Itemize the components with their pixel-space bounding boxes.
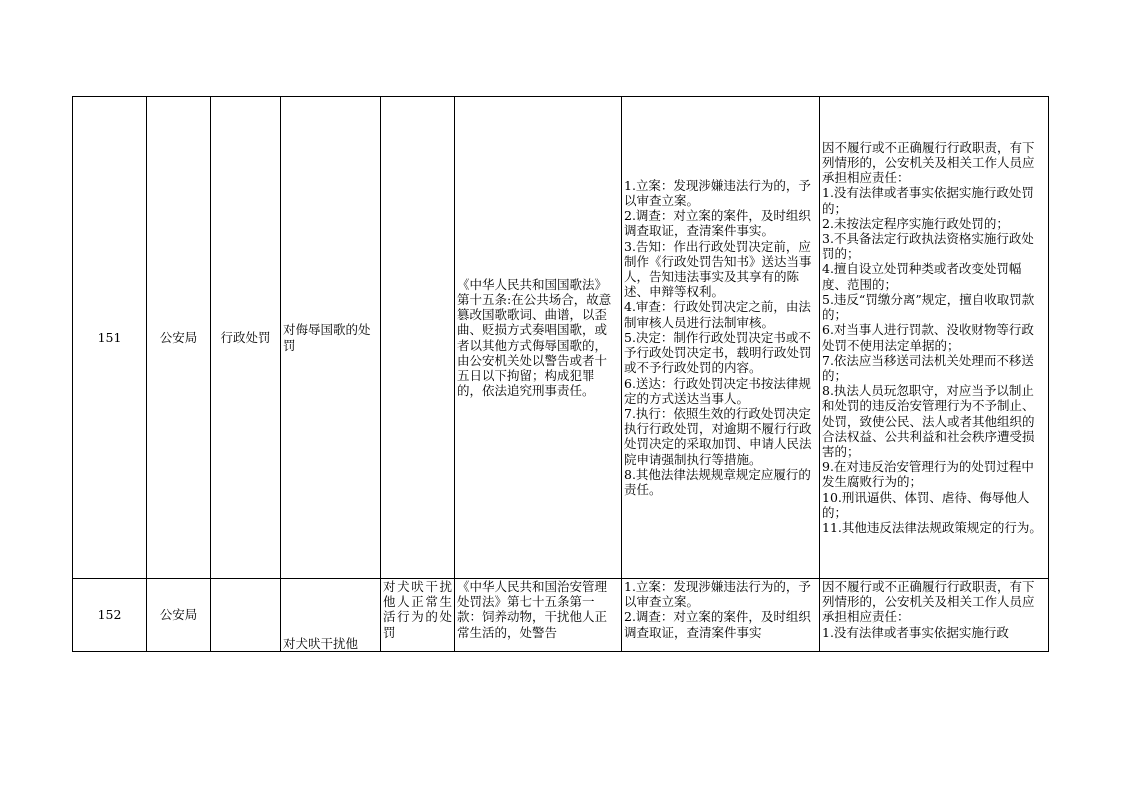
- legal-basis-cell: 《中华人民共和国国歌法》第十五条:在公共场合，故意篡改国歌歌词、曲谱，以歪曲、贬损方式奏唱国歌，或者以其他方式侮辱国歌的，由公安机关处以警告或者十五日以下拘留；构成犯罪的，依法追究刑事责任。: [455, 97, 622, 579]
- department-cell: 公安局: [147, 579, 211, 652]
- legal-basis-cell: 《中华人民共和国治安管理处罚法》第七十五条第一款：饲养动物，干扰他人正常生活的，处警告: [457, 579, 608, 640]
- department-cell: 公安局: [147, 97, 211, 579]
- responsibility-cell: 因不履行或不正确履行行政职责，有下列情形的，公安机关及相关工作人员应承担相应责任： 1.没有法律或者事实依据实施行政处罚的； 2.未按法定程序实施行政处罚的； 3.不具备法定行政执法资格实施行政处罚的； 4.擅自设立处罚种类或者改变处罚幅度、范围的； 5.违反“罚缴分离”规定，擅自收取罚款的； 6.对当事人进行罚款、没收财物等行政处罚不使用法定单据的； 7.依法应当移送司法机关处理而不移送的； 8.执法人员玩忽职守，对应当予以制止和处罚的违反治安管理行为不予制止、处罚，致使公民、法人或者其他组织的合法权益、公共利益和社会秩序遭受损害的； 9.在对违反治安管理行为的处罚过程中发生腐败行为的； 10.刑讯逼供、体罚、虐待、侮辱他人的； 11.其他违反法律法规政策规定的行为。: [820, 97, 1049, 579]
- sub-item-cell: [381, 97, 455, 579]
- power-type-cell: [211, 579, 281, 652]
- responsibility-cell: 因不履行或不正确履行行政职责，有下列情形的，公安机关及相关工作人员应承担相应责任： 1.没有法律或者事实依据实施行政: [822, 579, 1035, 640]
- power-type-cell: 行政处罚: [211, 97, 281, 579]
- table-row: [73, 579, 1049, 652]
- row-number-cell: 152: [73, 579, 147, 652]
- legal-basis-cell-wrapper: [455, 579, 622, 652]
- item-name-cell-wrapper: [281, 579, 381, 652]
- procedure-cell: 1.立案：发现涉嫌违法行为的，予以审查立案。 2.调查：对立案的案件，及时组织调查取证，查清案件事实。 3.告知：作出行政处罚决定前，应制作《行政处罚告知书》送达当事人，告知违法事实及其享有的陈述、申辩等权利。 4.审查：行政处罚决定之前，由法制审核人员进行法制审核。 5.决定：制作行政处罚决定书或不予行政处罚决定书，载明行政处罚或不予行政处罚的内容。 6.送达：行政处罚决定书按法律规定的方式送达当事人。 7.执行：依照生效的行政处罚决定执行行政处罚，对逾期不履行行政处罚决定的采取加罚、申请人民法院申请强制执行等措施。 8.其他法律法规规章规定应履行的责任。: [622, 97, 820, 579]
- procedure-cell-wrapper: [622, 579, 820, 652]
- sub-item-cell: 对犬吠干扰他人正常生活行为的处罚: [383, 579, 452, 640]
- power-list-table: [72, 96, 1049, 652]
- item-name-cell: 对侮辱国歌的处罚: [281, 97, 381, 579]
- procedure-cell: 1.立案：发现涉嫌违法行为的，予以审查立案。 2.调查：对立案的案件，及时组织调查取证，查清案件事实: [624, 579, 811, 640]
- item-name-cell: 对犬吠干扰他: [283, 635, 359, 651]
- responsibility-cell-wrapper: [820, 579, 1049, 652]
- row-number-cell: 151: [73, 97, 147, 579]
- table-row: [73, 97, 1049, 579]
- sub-item-cell-wrapper: [381, 579, 455, 652]
